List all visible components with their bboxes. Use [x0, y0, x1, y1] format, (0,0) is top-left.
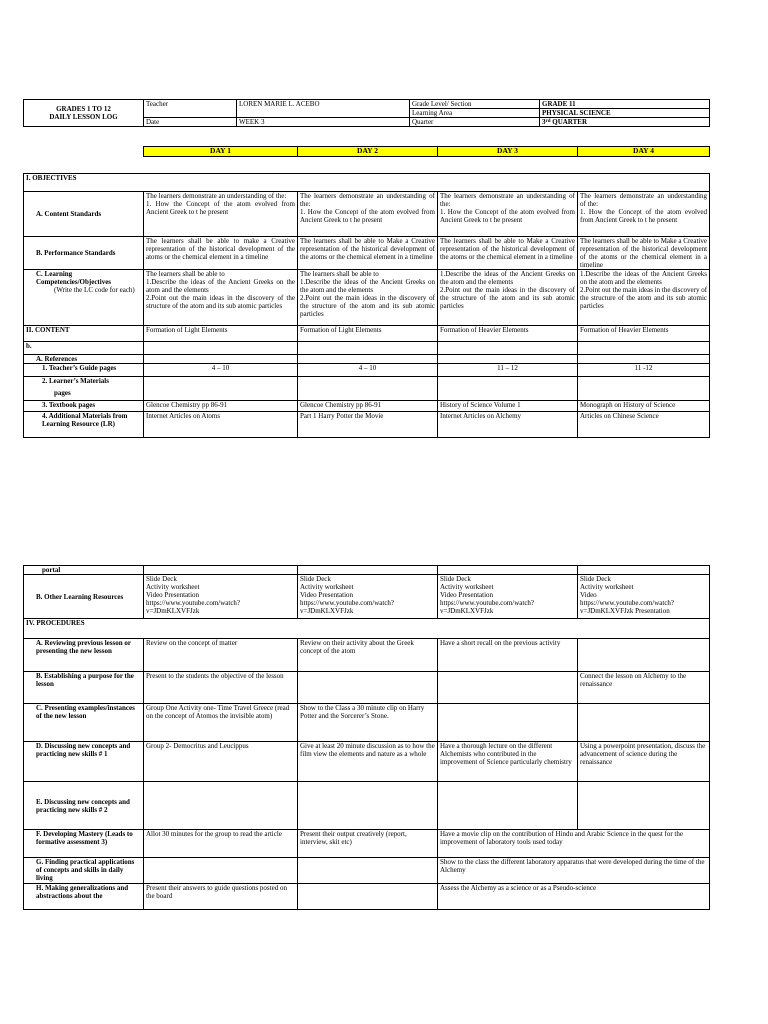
proc-c-day4	[578, 704, 710, 742]
date-label: Date	[144, 118, 237, 127]
learners-day3	[438, 377, 578, 401]
portal-day1	[144, 566, 298, 575]
portal-day3	[438, 566, 578, 575]
content-day3: Formation of Heavier Elements	[438, 326, 578, 342]
content-day1: Formation of Light Elements	[144, 326, 298, 342]
proc-f-label: F. Developing Mastery (Leads to formative assessment 3)	[24, 830, 144, 858]
proc-e-day3	[438, 782, 578, 830]
proc-f-day3: Have a movie clip on the contribution of Hindu and Arabic Science in the quest for the improvement of laboratory tools used today	[438, 830, 710, 858]
performance-standards-label: B. Performance Standards	[24, 237, 144, 270]
proc-a-day2: Review on their activity about the Greek concept of the atom	[298, 639, 438, 672]
competencies-day2: The learners shall be able to 1.Describe the ideas of the Ancient Greeks on the atom and the elements 2.Point out the main ideas in the discovery of the structure of the atom and its sub atomic particles	[298, 270, 438, 326]
proc-g-day3: Show to the class the different laboratory apparatus that were developed during the time of the Alchemy	[438, 858, 710, 884]
textbook-label: 3. Textbook pages	[24, 401, 144, 412]
competencies-day4: 1.Describe the ideas of the Ancient Greeks on the atom and the elements 2.Point out the main ideas in the discovery of the structure of the atom and its sub atomic particles	[578, 270, 710, 326]
procedures-heading: IV. PROCEDURES	[24, 619, 710, 639]
performance-day3: The learners shall be able to Make a Creative representation of the historical development of the atoms or the chemical element in a timeline	[438, 237, 578, 270]
teachers-guide-day2: 4 – 10	[298, 364, 438, 377]
title-line1: GRADES 1 TO 12	[56, 105, 111, 113]
teacher-value: LOREN MARIE L. ACEBO	[237, 100, 410, 118]
proc-d-day3: Have a thorough lecture on the different Alchemists who contributed in the improvement of Science particularly chemistry	[438, 742, 578, 782]
additional-day1: Internet Articles on Atoms	[144, 412, 298, 438]
content-standards-label: A. Content Standards	[24, 192, 144, 237]
header-table	[23, 99, 710, 127]
day-3-header: DAY 3	[438, 147, 578, 157]
proc-f-day1: Allot 30 minutes for the group to read the article	[144, 830, 298, 858]
learners-label: 2. Learner’s Materials	[42, 377, 109, 385]
proc-g-day1	[144, 858, 298, 884]
references-day4	[578, 355, 710, 364]
quarter-value	[540, 118, 710, 127]
quarter-suffix: QUARTER	[550, 118, 588, 126]
objectives-heading: I. OBJECTIVES	[24, 174, 710, 192]
proc-c-label: C. Presenting examples/instances of the new lesson	[24, 704, 144, 742]
learners-day1	[144, 377, 298, 401]
learners-day2	[298, 377, 438, 401]
textbook-day2: Glencoe Chemistry pp 86-91	[298, 401, 438, 412]
proc-h-day3: Assess the Alchemy as a science or as a Pseudo-science	[438, 884, 710, 910]
proc-b-day4: Connect the lesson on Alchemy to the renaissance	[578, 672, 710, 704]
textbook-day1: Glencoe Chemistry pp 86-91	[144, 401, 298, 412]
proc-a-label: A. Reviewing previous lesson or presenting the new lesson	[24, 639, 144, 672]
proc-a-day1: Review on the concept of matter	[144, 639, 298, 672]
procedures-table	[23, 565, 710, 910]
content-standards-day1: The learners demonstrate an understanding of the: 1. How the Concept of the atom evolved from Ancient Greek to t he present	[144, 192, 298, 237]
textbook-day4: Monograph on History of Science	[578, 401, 710, 412]
content-day2: Formation of Light Elements	[298, 326, 438, 342]
b-day2	[298, 342, 438, 355]
proc-h-label: H. Making generalizations and abstractions about the	[24, 884, 144, 910]
teachers-guide-day1: 4 – 10	[144, 364, 298, 377]
proc-b-label: B. Establishing a purpose for the lesson	[24, 672, 144, 704]
proc-d-label: D. Discussing new concepts and practicing new skills # 1	[24, 742, 144, 782]
proc-b-day1: Present to the students the objective of the lesson	[144, 672, 298, 704]
content-standards-day4: The learners demonstrate an understanding of the: 1. How the Concept of the atom evolved from Ancient Greek to t he present	[578, 192, 710, 237]
competencies-cell	[24, 270, 144, 326]
content-label: II. CONTENT	[24, 326, 144, 342]
teachers-guide-label: 1. Teacher’s Guide pages	[24, 364, 144, 377]
proc-b-day2	[298, 672, 438, 704]
b-day1	[144, 342, 298, 355]
content-day4: Formation of Heavier Elements	[578, 326, 710, 342]
proc-e-day1	[144, 782, 298, 830]
b-label: b.	[24, 342, 144, 355]
learners-cell	[24, 377, 144, 401]
date-value: WEEK 3	[237, 118, 410, 127]
grade-value: GRADE 11	[540, 100, 710, 109]
proc-a-day4	[578, 639, 710, 672]
proc-c-day1: Group One Activity one- Time Travel Greece (read on the concept of Atomos the invisible atom)	[144, 704, 298, 742]
teachers-guide-day4: 11 -12	[578, 364, 710, 377]
content-standards-day2: The learners demonstrate an understanding of the: 1. How the Concept of the atom evolved from Ancient Greek to t he present	[298, 192, 438, 237]
references-day3	[438, 355, 578, 364]
b-day3	[438, 342, 578, 355]
proc-g-day2	[298, 858, 438, 884]
day-4-header: DAY 4	[578, 147, 710, 157]
references-day1	[144, 355, 298, 364]
proc-h-day2	[298, 884, 438, 910]
portal-day2	[298, 566, 438, 575]
objectives-table	[23, 173, 710, 438]
content-standards-day3: The learners demonstrate an understanding of the: 1. How the Concept of the atom evolved from Ancient Greek to t he present	[438, 192, 578, 237]
proc-a-day3: Have a short recall on the previous activity	[438, 639, 578, 672]
competencies-day3: 1.Describe the ideas of the Ancient Greeks on the atom and the elements 2.Point out the main ideas in the discovery of the structure of the atom and its sub atomic particles	[438, 270, 578, 326]
competencies-note: (Write the LC code for each)	[54, 286, 135, 294]
quarter-label: Quarter	[410, 118, 540, 127]
other-resources-day3: Slide Deck Activity worksheet Video Presentation https://www.youtube.com/watch? v=JDmKLXVFJzk	[438, 575, 578, 619]
proc-h-day1: Present their answers to guide questions posted on the board	[144, 884, 298, 910]
proc-b-day3	[438, 672, 578, 704]
title-line2: DAILY LESSON LOG	[49, 113, 118, 121]
proc-d-day4: Using a powerpoint presentation, discuss the advancement of science during the renaissance	[578, 742, 710, 782]
proc-f-day2: Present their output creatively (report, interview, skit etc)	[298, 830, 438, 858]
teachers-guide-day3: 11 – 12	[438, 364, 578, 377]
references-label: A. References	[24, 355, 144, 364]
day-1-header: DAY 1	[144, 147, 298, 157]
portal-day4	[578, 566, 710, 575]
proc-e-label: E. Discussing new concepts and practicing new skills # 2	[24, 782, 144, 830]
additional-label: 4. Additional Materials from Learning Resource (LR)	[24, 412, 144, 438]
area-value: PHYSICAL SCIENCE	[540, 109, 710, 118]
other-resources-label: B. Other Learning Resources	[24, 575, 144, 619]
other-resources-day1: Slide Deck Activity worksheet Video Presentation https://www.youtube.com/watch? v=JDmKLXVFJzk	[144, 575, 298, 619]
proc-d-day2: Give at least 20 minute discussion as to how the film view the elements and nature as a whole	[298, 742, 438, 782]
textbook-day3: History of Science Volume 1	[438, 401, 578, 412]
proc-c-day2: Show to the Class a 30 minute clip on Harry Potter and the Sorcerer’s Stone.	[298, 704, 438, 742]
other-resources-day4: Slide Deck Activity worksheet Video https://www.youtube.com/watch? v=JDmKLXVFJzk Presentation	[578, 575, 710, 619]
quarter-sup: rd	[545, 119, 551, 124]
proc-e-day4	[578, 782, 710, 830]
references-day2	[298, 355, 438, 364]
additional-day4: Articles on Chinese Science	[578, 412, 710, 438]
learners-label2: pages	[54, 389, 71, 397]
teacher-label: Teacher	[144, 100, 237, 118]
area-label: Learning Area	[410, 109, 540, 118]
log-title	[24, 100, 144, 127]
proc-d-day1: Group 2- Democritus and Leucippus	[144, 742, 298, 782]
proc-c-day3	[438, 704, 578, 742]
b-day4	[578, 342, 710, 355]
learners-day4	[578, 377, 710, 401]
grade-label: Grade Level/ Section	[410, 100, 540, 109]
additional-day3: Internet Articles on Alchemy	[438, 412, 578, 438]
other-resources-day2: Slide Deck Activity worksheet Video Presentation https://www.youtube.com/watch? v=JDmKLXVFJzk	[298, 575, 438, 619]
competencies-label: C. Learning Competencies/Objectives	[36, 270, 112, 286]
performance-day4: The learners shall be able to Make a Creative representation of the historical development of the atoms or the chemical element in a timeline	[578, 237, 710, 270]
competencies-day1: The learners shall be able to 1.Describe the ideas of the Ancient Greeks on the atom and the elements 2.Point out the main ideas in the discovery of the structure of the atom and its sub atomic particles	[144, 270, 298, 326]
performance-day1: The learners shall be able to make a Creative representation of the historical development of the atoms or the chemical element in a timeline	[144, 237, 298, 270]
day-2-header: DAY 2	[298, 147, 438, 157]
performance-day2: The learners shall be able to Make a Creative representation of the historical development of the atoms or the chemical element in a timeline	[298, 237, 438, 270]
additional-day2: Part 1 Harry Potter the Movie	[298, 412, 438, 438]
proc-e-day2	[298, 782, 438, 830]
day-header-table	[143, 146, 710, 157]
portal-label: portal	[24, 566, 144, 575]
quarter-number: 3	[542, 118, 546, 126]
proc-g-label: G. Finding practical applications of concepts and skills in daily living	[24, 858, 144, 884]
